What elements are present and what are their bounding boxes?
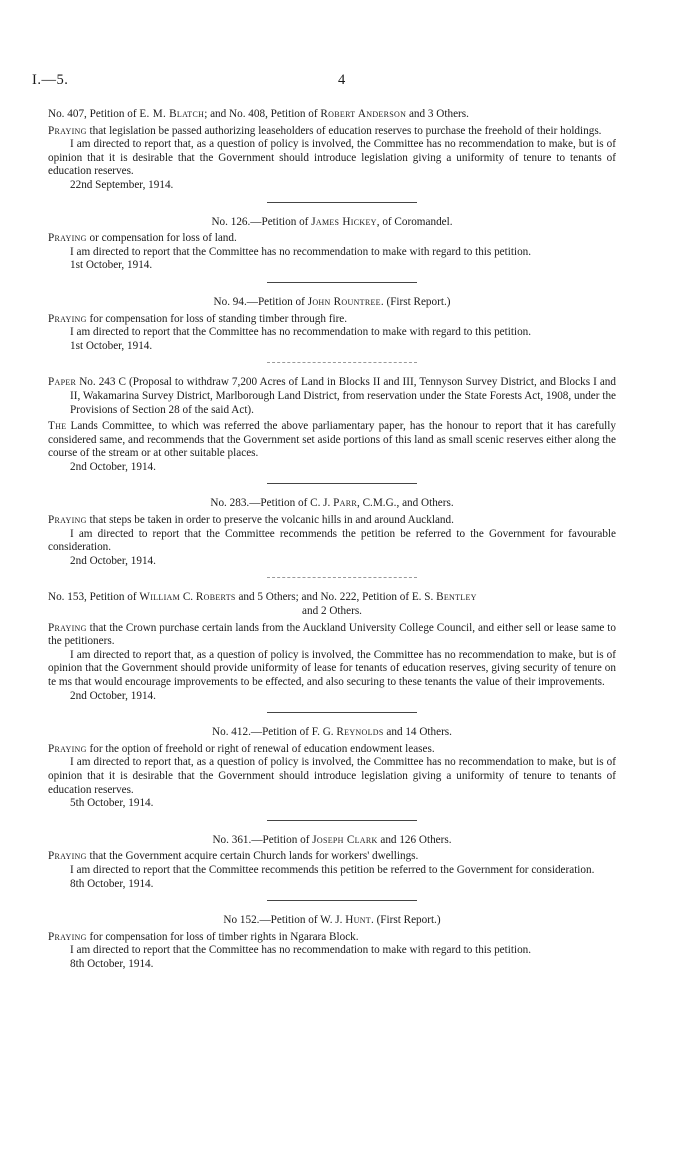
report-date: 22nd September, 1914.: [70, 178, 174, 191]
report-date: 2nd October, 1914.: [70, 689, 156, 702]
page-header: [32, 74, 652, 92]
petition-title: No 152.—Petition of W. J. Hunt. (First Report.): [223, 914, 441, 927]
petition-prayer: Praying that the Crown purchase certain lands from the Auckland University College Council, and either sell or lease same to the petitioners.: [48, 621, 616, 648]
petition-prayer: Praying that the Government acquire certain Church lands for workers' dwellings.: [48, 850, 419, 863]
report-date: 1st October, 1914.: [70, 339, 153, 352]
paper-title: Paper No. 243 C (Proposal to withdraw 7,200 Acres of Land in Blocks II and III, Tennyson Survey District, and Blocks I and II, Wakamarina Survey District, Marlborough Land District, from reservation under the State Forests Act, 1908, under the Provisions of Section 28 of the said Act).: [48, 376, 616, 416]
petition-prayer: Praying for compensation for loss of timber rights in Ngarara Block.: [48, 930, 359, 943]
report-date: 5th October, 1914.: [70, 797, 154, 810]
petition-title: No. 94.—Petition of John Rountree. (First Report.): [213, 295, 451, 308]
petition-title: No. 283.—Petition of C. J. Parr, C.M.G., and Others.: [210, 497, 454, 510]
committee-report: I am directed to report that the Committee has no recommendation to make with regard to this petition.: [70, 944, 532, 957]
section-divider: [267, 577, 417, 578]
petitioner-name: Bentley: [436, 591, 477, 604]
petition-entry: [48, 216, 616, 273]
petitioner-name: John Rountree: [307, 295, 381, 308]
paper-entry: [48, 376, 616, 474]
committee-report: I am directed to report that, as a question of policy is involved, the Committee has no recommendation to make, but is of opinion that it is desirable that the Government should introduce legislation giving a uniformity of tenure to tenants of education reserves.: [48, 756, 616, 796]
petition-prayer: Praying or compensation for loss of land.: [48, 232, 237, 245]
petition-entry: [48, 296, 616, 353]
petition-entry: [48, 108, 616, 193]
committee-report: I am directed to report that the Committee has no recommendation to make with regard to this petition.: [70, 326, 532, 339]
petitioner-name: James Hickey: [311, 215, 377, 228]
petition-prayer: Praying that legislation be passed authorizing leaseholders of education reserves to purchase the freehold of their holdings.: [48, 124, 602, 137]
report-date: 2nd October, 1914.: [70, 460, 156, 473]
petitioner-name: Robert Anderson: [320, 108, 407, 120]
petitioner-name: E. M. Blatch: [139, 108, 205, 120]
petition-title: No. 361.—Petition of Joseph Clark and 126 Others.: [212, 833, 452, 846]
petition-entry: [48, 497, 616, 568]
petition-prayer: Praying for the option of freehold or right of renewal of education endowment leases.: [48, 742, 435, 755]
petitioner-name: Hunt: [345, 914, 371, 927]
petitioner-name: Reynolds: [336, 726, 384, 739]
section-divider: [267, 282, 417, 283]
section-divider: [267, 202, 417, 203]
report-date: 2nd October, 1914.: [70, 554, 156, 567]
petition-title: No. 153, Petition of William C. Roberts and 5 Others; and No. 222, Petition of E. S. Bentley: [48, 591, 477, 604]
petition-entry: [48, 591, 616, 703]
petition-title: No. 407, Petition of E. M. Blatch; and No. 408, Petition of Robert Anderson and 3 Others.: [48, 108, 469, 120]
report-date: 1st October, 1914.: [70, 259, 153, 272]
page-number: 4: [338, 72, 346, 88]
parliamentary-paper-reference: I.—5.: [32, 72, 69, 88]
petition-entry: [48, 834, 616, 891]
petitioner-name: Roberts: [195, 591, 236, 604]
committee-report: The Lands Committee, to which was referred the above parliamentary paper, has the honour to report that it has carefully considered same, and recommends that the Government set aside portions of this land as small scenic reserves either along the course of the stream or at other suitable places.: [48, 420, 616, 460]
report-body: [48, 108, 616, 972]
petitioner-name: Joseph Clark: [312, 833, 378, 846]
report-date: 8th October, 1914.: [70, 957, 154, 970]
section-divider: [267, 483, 417, 484]
petition-title: No. 412.—Petition of F. G. Reynolds and 14 Others.: [212, 726, 452, 739]
committee-report: I am directed to report that, as a question of policy is involved, the Committee has no recommendation to make, but is of opinion that it is desirable that the Government should introduce legislation giving a uniformity of tenure to tenants of education reserves.: [48, 138, 616, 178]
petitioner-name: Parr: [333, 497, 357, 510]
section-divider: [267, 362, 417, 363]
petitioner-name: William: [139, 591, 181, 604]
section-divider: [267, 820, 417, 821]
committee-report: I am directed to report that the Committee recommends the petition be referred to the Government for favourable consideration.: [48, 527, 616, 554]
petition-title-continued: and 2 Others.: [302, 605, 362, 618]
committee-report: I am directed to report that the Committee has no recommendation to make with regard to this petition.: [70, 245, 532, 258]
petition-prayer: Praying that steps be taken in order to preserve the volcanic hills in and around Auckland.: [48, 514, 454, 527]
section-divider: [267, 712, 417, 713]
petition-title: No. 126.—Petition of James Hickey, of Coromandel.: [211, 215, 453, 228]
report-date: 8th October, 1914.: [70, 877, 154, 890]
petition-entry: [48, 914, 616, 971]
committee-report: I am directed to report that the Committee recommends this petition be referred to the Government for consideration.: [70, 863, 595, 876]
committee-report: I am directed to report that, as a question of policy is involved, the Committee has no recommendation to make, but is of opinion that the Government should provide uniformity of lease for tenants of education reserves, giving security of tenure on te ms that would encourage improvements to be effected, and also securing to these tenants the value of their improvements.: [48, 648, 616, 688]
petition-prayer: Praying for compensation for loss of standing timber through fire.: [48, 312, 348, 325]
petition-entry: [48, 726, 616, 811]
section-divider: [267, 900, 417, 901]
